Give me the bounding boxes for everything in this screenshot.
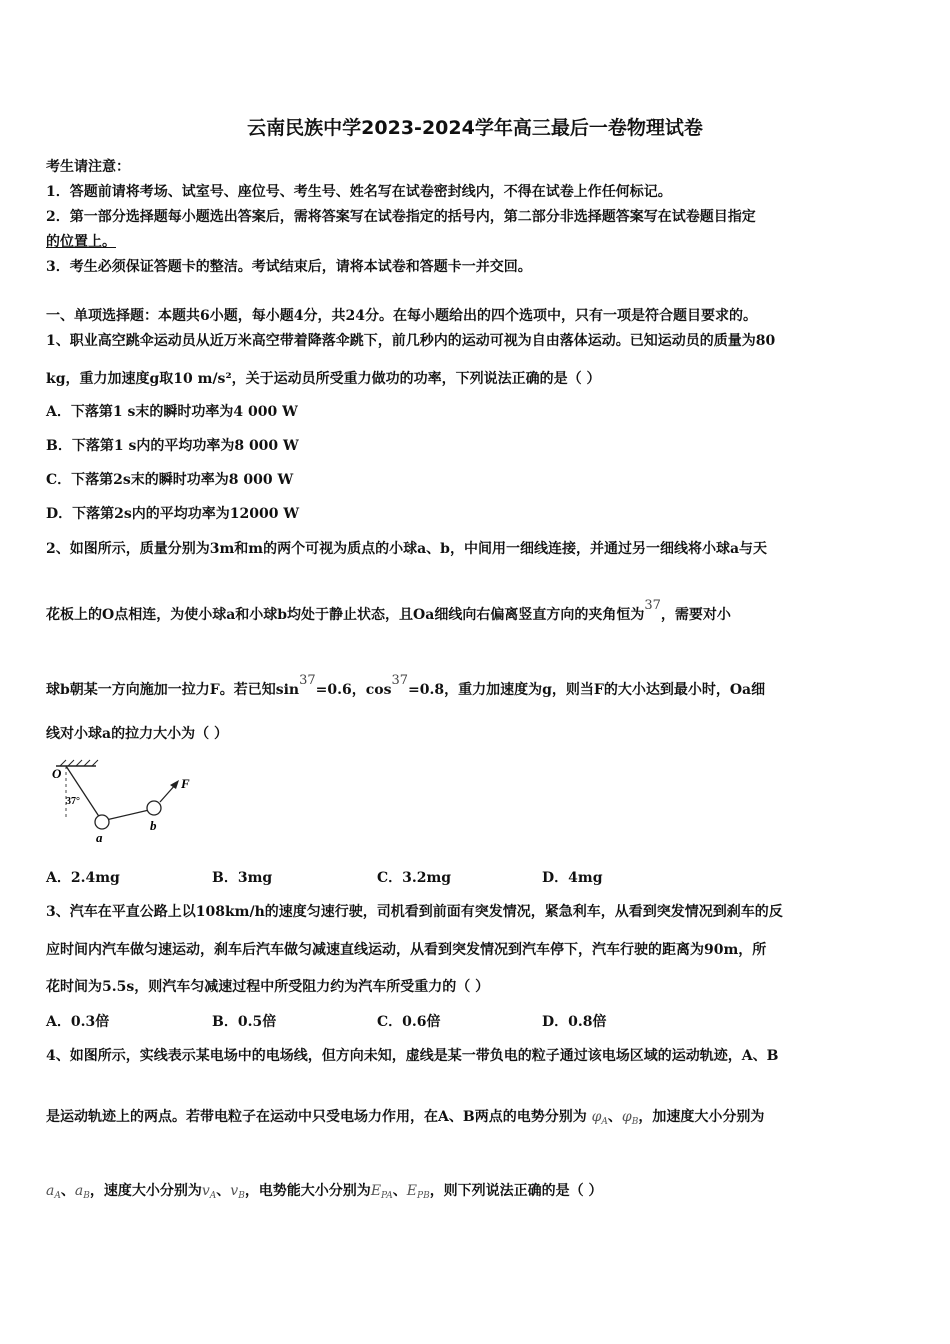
sin-angle-symbol: 37 — [299, 673, 316, 688]
ceiling-hatch — [60, 760, 98, 766]
angle-37-symbol: 37 — [644, 598, 661, 613]
q1-option-b: B．下落第1 s内的平均功率为8 000 W — [46, 438, 299, 454]
ep-b-symbol: $E_{PB}$ — [406, 1183, 430, 1201]
separator: 、 — [392, 1183, 407, 1199]
q2-line2-tail: ，需要对小 — [660, 607, 731, 623]
phi-a-symbol: $\varphi_A$ — [591, 1109, 608, 1127]
a-a-symbol: $a_A$ — [46, 1183, 61, 1201]
string-ab — [106, 810, 149, 820]
q3-option-a: A．0.3倍 — [46, 1014, 110, 1030]
q3-line1: 3、汽车在平直公路上以108km/h的速度匀速行驶，司机看到前面有突发情况，紧急利车，从看到突发情况到刹车的反 — [46, 904, 783, 920]
string-oa — [66, 766, 100, 818]
q2-figure — [46, 758, 206, 848]
label-b: b — [150, 818, 157, 833]
force-arrow-head — [170, 780, 179, 789]
notice-item-2: 2．第一部分选择题每小题选出答案后，需将答案写在试卷指定的括号内，第二部分非选择题答案写在试卷题目指定 — [46, 209, 756, 225]
v-a-symbol: $v_A$ — [201, 1183, 217, 1201]
label-a: a — [96, 830, 103, 845]
q2-line2-text: 花板上的O点相连，为使小球a和小球b均处于静止状态，且Oa细线向右偏离竖直方向的夹角恒为 — [46, 607, 645, 623]
ball-b — [147, 801, 161, 815]
separator: 、 — [60, 1183, 75, 1199]
q1-option-d: D．下落第2s内的平均功率为12000 W — [46, 506, 300, 522]
q4-line3 — [46, 1180, 603, 1201]
cos-angle-symbol: 37 — [391, 673, 409, 688]
ball-a — [95, 815, 109, 829]
q2-line3 — [46, 673, 765, 699]
q1-line1: 1、职业高空跳伞运动员从近万米高空带着降落伞跳下，前几秒内的运动可视为自由落体运动。已知运动员的质量为80 — [46, 333, 776, 349]
q4-line3-tail: ，则下列说法正确的是（ ） — [429, 1183, 603, 1199]
label-o: O — [52, 766, 62, 781]
q3-line3: 花时间为5.5s，则汽车匀减速过程中所受阻力约为汽车所受重力的（ ） — [46, 979, 490, 995]
q1-line2: kg，重力加速度g取10 m/s²，关于运动员所受重力做功的功率，下列说法正确的是（ ） — [46, 371, 601, 387]
notice-heading: 考生请注意： — [46, 159, 130, 175]
q4-line3-mid: ，电势能大小分别为 — [244, 1183, 371, 1199]
v-b-symbol: $v_B$ — [230, 1183, 245, 1201]
notice-item-3: 3．考生必须保证答题卡的整洁。考试结束后，请将本试卷和答题卡一并交回。 — [46, 259, 532, 275]
q4-line1: 4、如图所示，实线表示某电场中的电场线，但方向未知，虚线是某一带负电的粒子通过该电场区域的运动轨迹，A、B — [46, 1048, 779, 1064]
q4-line2 — [46, 1106, 764, 1127]
ep-a-symbol: $E_{PA}$ — [370, 1183, 393, 1201]
label-f: F — [181, 776, 190, 791]
q2-line3-tail: =0.8，重力加速度为g，则当F的大小达到最小时，Oa细 — [408, 682, 766, 698]
q4-line3-text: ，速度大小分别为 — [89, 1183, 202, 1199]
notice-item-2-cont: 的位置上。 — [46, 234, 116, 250]
q1-option-c: C．下落第2s末的瞬时功率为8 000 W — [46, 472, 294, 488]
notice-item-1: 1．答题前请将考场、试室号、座位号、考生号、姓名写在试卷密封线内，不得在试卷上作任何标记。 — [46, 184, 672, 200]
q2-line3-mid: =0.6，cos — [315, 682, 392, 698]
q4-line2-text: 是运动轨迹上的两点。若带电粒子在运动中只受电场力作用，在A、B两点的电势分别为 — [46, 1109, 587, 1125]
phi-b-symbol: $\varphi_B$ — [621, 1109, 639, 1127]
separator: 、 — [216, 1183, 231, 1199]
q2-line2 — [46, 598, 731, 624]
q3-option-d: D．0.8倍 — [542, 1014, 607, 1030]
q3-line2: 应时间内汽车做匀速运动，刹车后汽车做匀减速直线运动，从看到突发情况到汽车停下，汽车行驶的距离为90m，所 — [46, 942, 767, 958]
q2-line3-text: 球b朝某一方向施加一拉力F。若已知sin — [46, 682, 300, 698]
q2-option-d: D．4mg — [542, 870, 603, 886]
q1-option-a: A．下落第1 s末的瞬时功率为4 000 W — [46, 404, 298, 420]
page-title: 云南民族中学2023-2024学年高三最后一卷物理试卷 — [247, 117, 703, 139]
q3-option-b: B．0.5倍 — [212, 1014, 277, 1030]
q2-line4: 线对小球a的拉力大小为（ ） — [46, 726, 228, 742]
q2-line1: 2、如图所示，质量分别为3m和m的两个可视为质点的小球a、b，中间用一细线连接，并通过另一细线将小球a与天 — [46, 541, 768, 557]
q4-line2-tail: ，加速度大小分别为 — [638, 1109, 765, 1125]
q2-option-a: A．2.4mg — [46, 870, 120, 886]
section-heading: 一、单项选择题：本题共6小题，每小题4分，共24分。在每小题给出的四个选项中，只有一项是符合题目要求的。 — [46, 308, 757, 324]
a-b-symbol: $a_B$ — [74, 1183, 90, 1201]
label-angle: 37° — [66, 796, 80, 807]
separator: 、 — [607, 1109, 622, 1125]
q2-option-c: C．3.2mg — [377, 870, 452, 886]
q3-option-c: C．0.6倍 — [377, 1014, 441, 1030]
q2-option-b: B．3mg — [212, 870, 273, 886]
